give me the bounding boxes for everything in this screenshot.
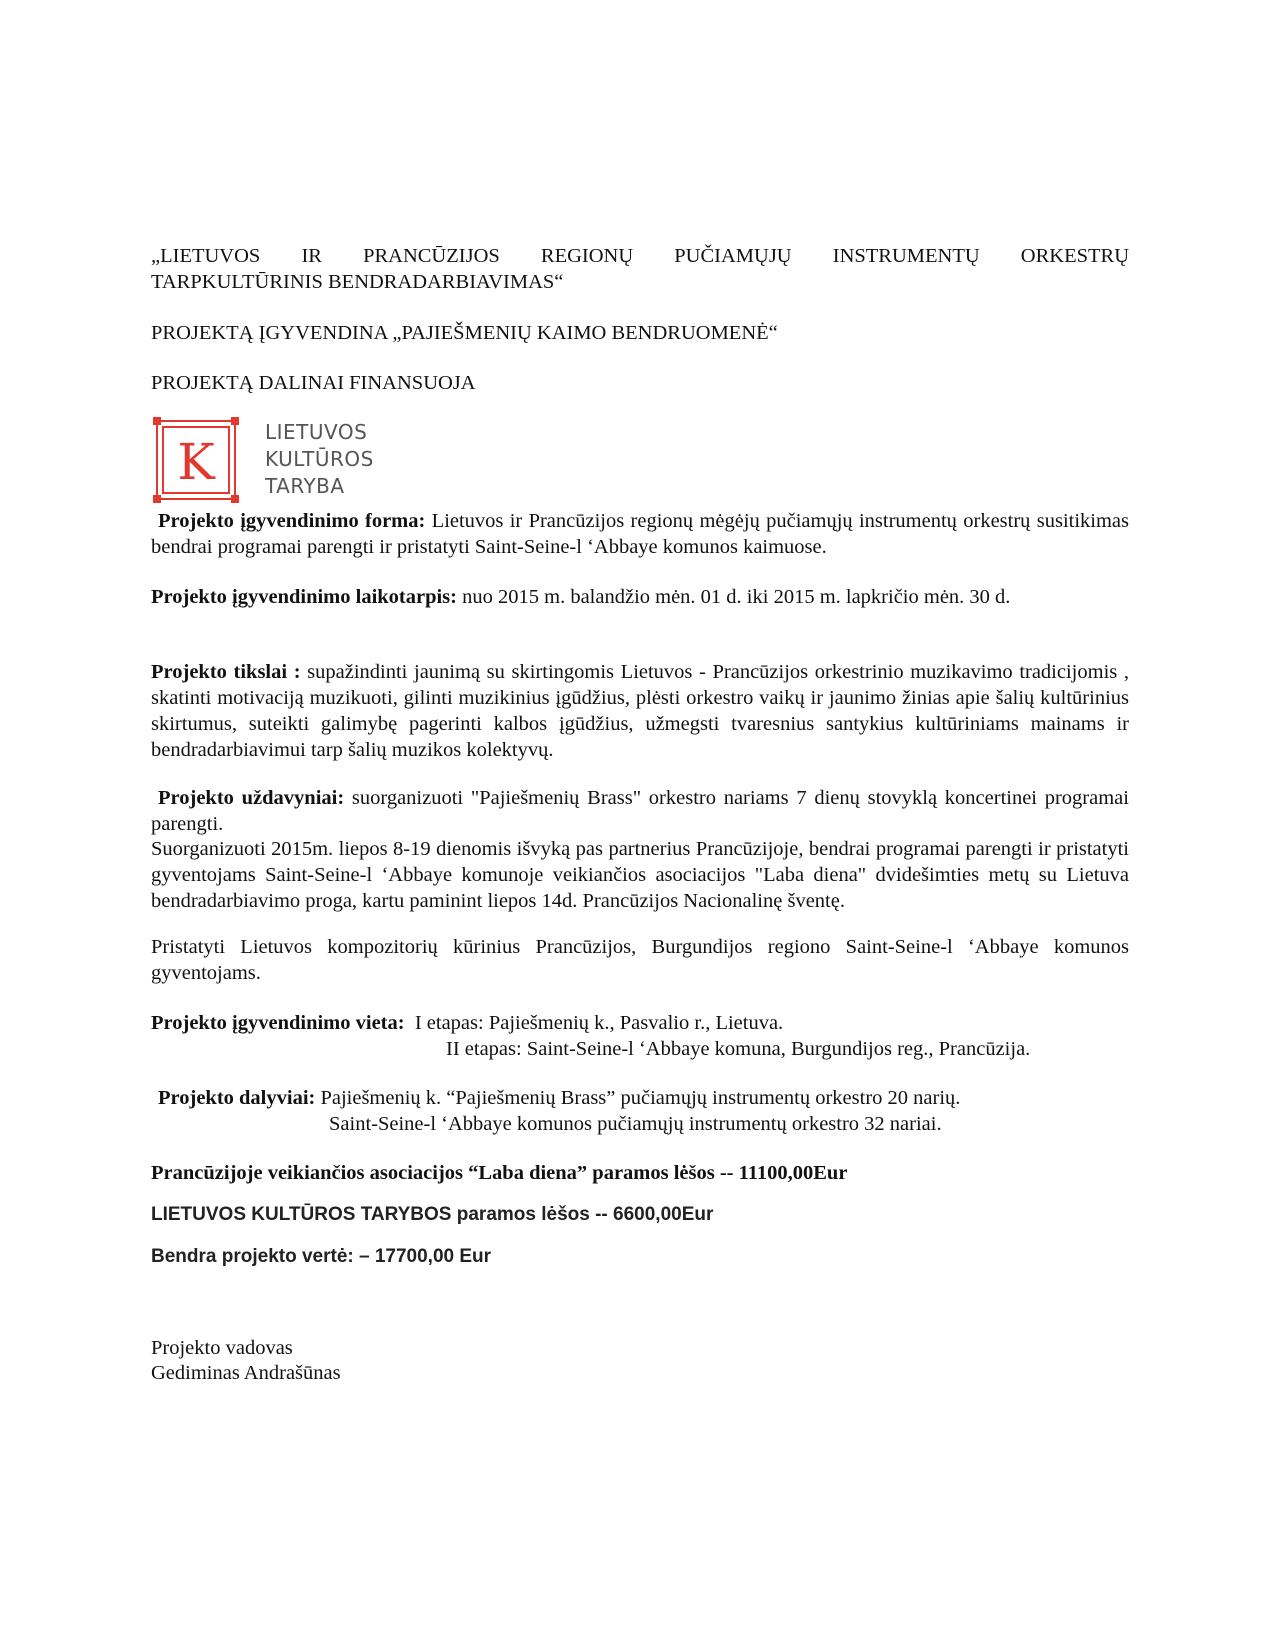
funding-ltk: LIETUVOS KULTŪROS TARYBOS paramos lėšos -- 6600,00Eur <box>151 1204 714 1225</box>
form-label: Projekto įgyvendinimo forma: <box>158 510 426 532</box>
funding-total: Bendra projekto vertė: – 17700,00 Eur <box>151 1246 492 1267</box>
logo-line-1: LIETUVOS <box>265 420 368 444</box>
place-line-1 <box>151 1010 1129 1036</box>
goals-paragraph <box>151 659 1129 763</box>
title-line-1: „LIETUVOS IR PRANCŪZIJOS REGIONŲ PUČIAMŲJŲ INSTRUMENTŲ ORKESTRŲ <box>151 245 1129 267</box>
title-line-2: TARPKULTŪRINIS BENDRADARBIAVIMAS“ <box>151 271 564 293</box>
logo-wordmark <box>265 419 374 500</box>
period-text: nuo 2015 m. balandžio mėn. 01 d. iki 2015 m. lapkričio mėn. 30 d. <box>462 586 1011 608</box>
signature-role: Projekto vadovas <box>151 1337 293 1359</box>
participants-text-1: Pajiešmenių k. “Pajiešmenių Brass” pučiamųjų instrumentų orkestro 20 narių. <box>320 1087 961 1109</box>
tasks-paragraph-2: Suorganizuoti 2015m. liepos 8-19 dienomis išvyką pas partnerius Prancūzijoje, bendrai programai parengti ir pristatyti gyventojams Saint-Seine-l ‘Abbaye komunoje veikiančios asociacijos "Laba diena" dvidešimties metų su Lietuva bendradarbiavimo proga, kartu paminint liepos 14d. Prancūzijos Nacionalinę šventę. <box>151 838 1129 912</box>
tasks-text-1: suorganizuoti "Pajiešmenių Brass" orkestro nariams 7 dienų stovyklą koncertinei programai parengti. <box>151 787 1129 835</box>
logo-letter: K <box>177 433 215 491</box>
logo-line-3: TARYBA <box>265 474 345 498</box>
goals-text: supažindinti jaunimą su skirtingomis Lietuvos - Prancūzijos orkestrinio muzikavimo tradicijomis , skatinti motivaciją muzikuoti, gilinti muzikinius įgūdžius, plėsti orkestro vaikų ir jaunimo žinias apie šalių kultūrinius skirtumus, suteikti galimybę pagerinti kalbos įgūdžius, užmegsti tvaresnius santykius kultūriniams mainams ir bendradarbiavimui tarp šalių muzikos kolektyvų. <box>151 661 1129 761</box>
period-paragraph <box>151 584 1129 610</box>
tasks-paragraph-1 <box>151 785 1129 837</box>
participants-label: Projekto dalyviai: <box>158 1087 316 1109</box>
implementer-line: PROJEKTĄ ĮGYVENDINA „PAJIEŠMENIŲ KAIMO BENDRUOMENĖ“ <box>151 322 778 344</box>
place-label: Projekto įgyvendinimo vieta: <box>151 1012 405 1034</box>
place-line-2 <box>151 1036 1129 1062</box>
funding-laba-diena: Prancūzijoje veikiančios asociacijos “Laba diena” paramos lėšos -- 11100,00Eur <box>151 1162 848 1184</box>
period-label: Projekto įgyvendinimo laikotarpis: <box>151 586 457 608</box>
participants-line-1 <box>151 1085 1129 1111</box>
goals-label: Projekto tikslai : <box>151 661 301 683</box>
funder-label: PROJEKTĄ DALINAI FINANSUOJA <box>151 372 476 394</box>
place-stage-2: II etapas: Saint-Seine-l ‘Abbaye komuna, Burgundijos reg., Prancūzija. <box>446 1038 1031 1060</box>
tasks-paragraph-3: Pristatyti Lietuvos kompozitorių kūrinius Prancūzijos, Burgundijos regiono Saint-Seine-l ‘Abbaye komunos gyventojams. <box>151 936 1129 984</box>
place-stage-1: I etapas: Pajiešmenių k., Pasvalio r., Lietuva. <box>414 1012 784 1034</box>
form-text: Lietuvos ir Prancūzijos regionų mėgėjų pučiamųjų instrumentų orkestrų susitikimas bendrai programai parengti ir pristatyti Saint-Seine-l ‘Abbaye komunos kaimuose. <box>151 510 1129 558</box>
form-paragraph <box>151 508 1129 560</box>
logo-line-2: KULTŪROS <box>265 447 374 471</box>
tasks-label: Projekto uždavyniai: <box>158 787 345 809</box>
participants-text-2: Saint-Seine-l ‘Abbaye komunos pučiamųjų instrumentų orkestro 32 nariai. <box>329 1113 942 1135</box>
signature-name: Gediminas Andrašūnas <box>151 1362 341 1384</box>
participants-line-2 <box>151 1111 1129 1137</box>
